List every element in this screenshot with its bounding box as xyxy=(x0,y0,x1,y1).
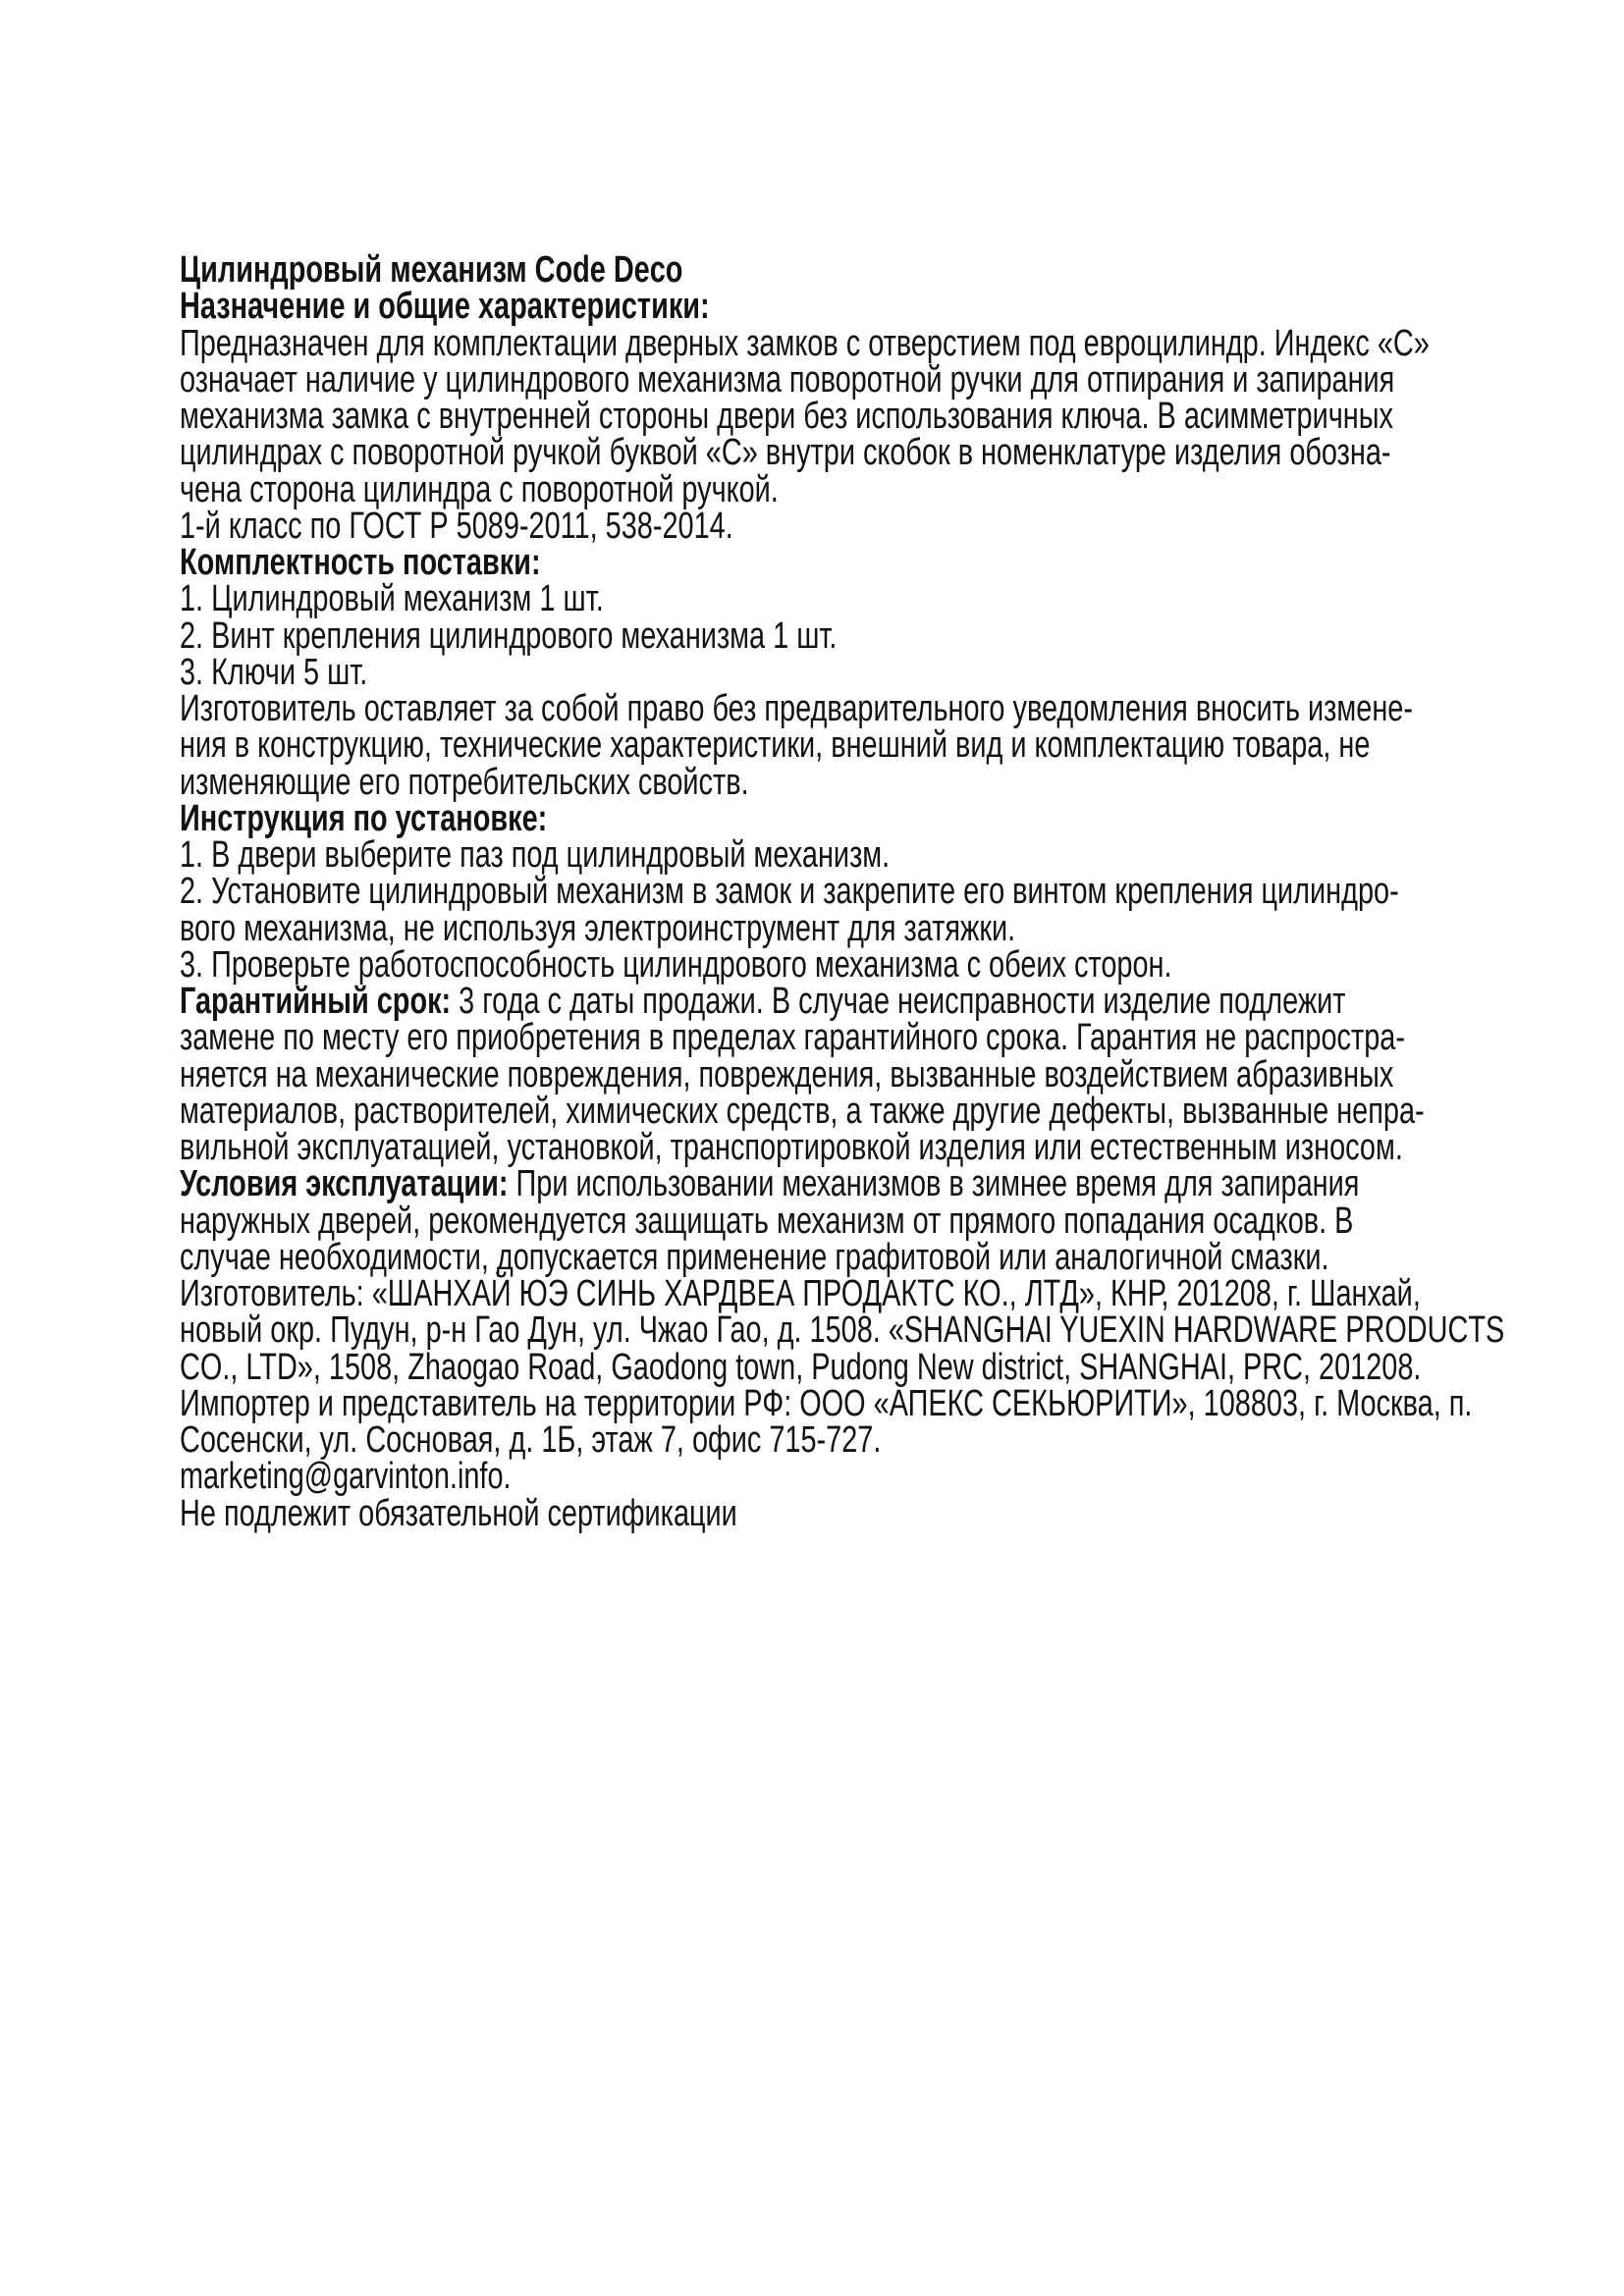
text-line xyxy=(180,761,1448,803)
line-regular-segment: чена сторона цилиндра с поворотной ручкой. xyxy=(180,468,779,510)
text-line xyxy=(180,688,1448,729)
text-line xyxy=(180,1273,1448,1314)
text-line xyxy=(180,907,1448,949)
line-regular-segment: marketing@garvinton.info. xyxy=(180,1456,512,1498)
text-line xyxy=(180,981,1448,1022)
text-line xyxy=(180,724,1448,767)
text-line xyxy=(180,1309,1505,1352)
text-line xyxy=(180,432,1448,474)
line-regular-segment: 3. Проверьте работоспособность цилиндрового механизма с обеих сторон. xyxy=(180,943,1172,986)
line-bold-segment: Назначение и общие характеристики: xyxy=(180,286,710,328)
text-line xyxy=(180,1456,1448,1498)
text-line xyxy=(180,1346,1448,1388)
line-bold-segment: Гарантийный срок: xyxy=(180,981,452,1022)
line-regular-segment: изменяющие его потребительских свойств. xyxy=(180,761,749,803)
text-line xyxy=(180,468,1448,510)
document-text xyxy=(180,249,1505,1534)
line-regular-segment: материалов, растворителей, химических средств, а также другие дефекты, вызванные непра- xyxy=(180,1090,1425,1132)
text-line xyxy=(180,1017,1448,1059)
line-regular-segment: Не подлежит обязательной сертификации xyxy=(180,1492,737,1534)
text-line xyxy=(180,943,1448,986)
line-regular-segment: 3 года с даты продажи. В случае неисправности изделие подлежит xyxy=(451,981,1346,1022)
text-line xyxy=(180,1200,1448,1242)
line-regular-segment: наружных дверей, рекомендуется защищать механизм от прямого попадания осадков. В xyxy=(180,1200,1354,1242)
line-regular-segment: Изготовитель: «ШАНХАЙ ЮЭ СИНЬ ХАРДВЕА ПРОДАКТС КО., ЛТД», КНР, 201208, г. Шанхай, xyxy=(180,1273,1421,1314)
line-regular-segment: 2. Винт крепления цилиндрового механизма 1 шт. xyxy=(180,614,838,657)
text-line xyxy=(180,1419,1448,1461)
text-line xyxy=(180,797,1448,839)
text-line xyxy=(180,1163,1448,1205)
text-line xyxy=(180,651,1448,693)
line-regular-segment: Предназначен для комплектации дверных замков с отверстием под евроцилиндр. Индекс «С» xyxy=(180,322,1430,364)
line-regular-segment: новый окр. Пудун, р-н Гао Дун, ул. Чжао Гао, д. 1508. «SHANGHAI YUEXIN HARDWARE PRODUCTS xyxy=(180,1309,1505,1352)
line-regular-segment: случае необходимости, допускается применение графитовой или аналогичной смазки. xyxy=(180,1236,1329,1278)
line-regular-segment: цилиндрах с поворотной ручкой буквой «С» внутри скобок в номенклатуре изделия обозна- xyxy=(180,432,1391,474)
line-regular-segment: 1. Цилиндровый механизм 1 шт. xyxy=(180,578,604,620)
line-regular-segment: Сосенски, ул. Сосновая, д. 1Б, этаж 7, офис 715-727. xyxy=(180,1419,882,1461)
text-line xyxy=(180,249,1448,291)
text-line xyxy=(180,396,1448,437)
text-line xyxy=(180,614,1448,657)
line-regular-segment: 3. Ключи 5 шт. xyxy=(180,651,368,693)
line-regular-segment: Импортер и представитель на территории РФ: ООО «АПЕКС СЕКЬЮРИТИ», 108803, г. Москва, п. xyxy=(180,1382,1473,1424)
text-line xyxy=(180,286,1448,328)
text-line xyxy=(180,578,1448,620)
line-regular-segment: 2. Установите цилиндровый механизм в замок и закрепите его винтом крепления цилиндро- xyxy=(180,871,1399,913)
line-regular-segment: няется на механические повреждения, повреждения, вызванные воздействием абразивных xyxy=(180,1053,1394,1095)
text-line xyxy=(180,1090,1448,1132)
text-line xyxy=(180,1492,1448,1534)
line-regular-segment: вого механизма, не используя электроинструмент для затяжки. xyxy=(180,907,1016,949)
line-bold-segment: Инструкция по установке: xyxy=(180,797,548,839)
text-line xyxy=(180,1053,1448,1095)
line-regular-segment: Изготовитель оставляет за собой право без предварительного уведомления вносить измене- xyxy=(180,688,1413,729)
line-regular-segment: механизма замка с внутренней стороны двери без использования ключа. В асимметричных xyxy=(180,396,1393,437)
line-regular-segment: означает наличие у цилиндрового механизма поворотной ручки для отпирания и запирания xyxy=(180,358,1395,400)
text-line xyxy=(180,322,1448,364)
text-line xyxy=(180,1127,1448,1168)
text-line xyxy=(180,1236,1448,1278)
text-line xyxy=(180,358,1448,400)
line-regular-segment: CO., LTD», 1508, Zhaogao Road, Gaodong town, Pudong New district, SHANGHAI, PRC, 201208. xyxy=(180,1346,1422,1388)
text-line xyxy=(180,505,1448,547)
line-regular-segment: 1-й класс по ГОСТ Р 5089-2011, 538-2014. xyxy=(180,505,733,547)
line-bold-segment: Цилиндровый механизм Code Deco xyxy=(180,249,683,291)
line-regular-segment: замене по месту его приобретения в пределах гарантийного срока. Гарантия не распростра- xyxy=(180,1017,1405,1059)
line-bold-segment: Условия эксплуатации: xyxy=(180,1163,509,1205)
line-regular-segment: ния в конструкцию, технические характеристики, внешний вид и комплектацию товара, не xyxy=(180,724,1371,767)
line-regular-segment: При использовании механизмов в зимнее время для запирания xyxy=(508,1163,1360,1205)
line-bold-segment: Комплектность поставки: xyxy=(180,542,541,583)
text-line xyxy=(180,834,1448,876)
line-regular-segment: 1. В двери выберите паз под цилиндровый механизм. xyxy=(180,834,891,876)
text-line xyxy=(180,542,1448,583)
text-line xyxy=(180,871,1448,913)
text-line xyxy=(180,1382,1473,1424)
line-regular-segment: вильной эксплуатацией, установкой, транспортировкой изделия или естественным износом. xyxy=(180,1127,1403,1168)
